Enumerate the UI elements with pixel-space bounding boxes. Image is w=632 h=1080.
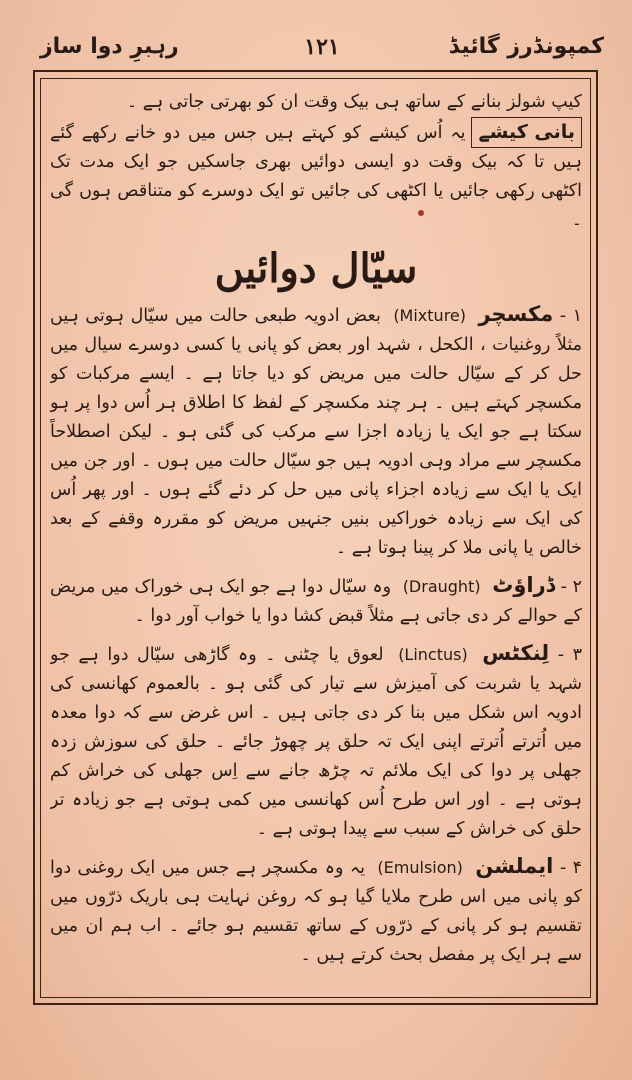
item-term: لِنکٹس	[482, 641, 550, 665]
item-text: لعوق یا چٹنی ۔ وہ گاڑھی سیّال دوا ہے جو شہد یا شربت کی آمیزش سے تیار کی گئی ہو ۔ بالعموم کھانسی کی ادویہ اس شکل میں بنا کر دی جاتی ہیں ۔ اس غرض سے کہ دوا معدہ میں اُترتے اُترتے اپنی ایک تہ حلق پر چھوڑ جائے ۔ حلق کی سوزش زدہ جھلی پر دوا کی ایک ملائم تہ چڑھ جانے سے اِس جھلی کی خراش کم ہوتی ہے ۔ اور اس طرح اُس کھانسی میں کمی ہوتی ہے جو زیادہ تر حلق کی خراش کے سبب سے پیدا ہوتی ہے ۔	[50, 645, 582, 839]
item-mixture	[50, 300, 582, 563]
item-latin-term: (Mixture)	[393, 306, 466, 325]
section-title: سیّال دوائیں	[214, 245, 418, 292]
item-term: ایملشن	[475, 854, 554, 878]
page-header	[40, 28, 604, 68]
intro-paragraph	[50, 117, 582, 235]
item-text: یہ وہ مکسچر ہے جس میں ایک روغنی دوا کو پانی میں اس طرح ملایا گیا ہو کہ روغن نہایت ہی باریک ذرّوں میں تقسیم ہو کر پانی کے ذرّوں کے ساتھ تقسیم ہو جائے ۔ اب ہم ان میں سے ہر ایک پر مفصل بحث کرتے ہیں ۔	[50, 858, 582, 965]
item-number: ۴ -	[559, 858, 582, 878]
item-linctus	[50, 639, 582, 844]
header-book-title: کمپونڈرز گائیڈ	[448, 34, 604, 59]
item-emulsion	[50, 852, 582, 970]
header-subtitle: رہبرِ دوا ساز	[40, 34, 179, 59]
intro-text: یہ اُس کیشے کو کہتے ہیں جس میں دو خانے رکھے گئے ہیں تا کہ بیک وقت دو ایسی دوائیں بھری جاسکیں جو ایک مدت تک اکٹھی رکھی جائیں یا اکٹھی کی جائیں تو ایک دوسرے کو متناقص ہوں گی ۔	[50, 123, 582, 230]
item-latin-term: (Linctus)	[398, 645, 468, 664]
item-number: ۲ -	[560, 577, 582, 597]
item-latin-term: (Emulsion)	[377, 858, 463, 877]
item-latin-term: (Draught)	[402, 577, 481, 596]
boxed-keyword: بانی کیشے	[471, 117, 582, 148]
page-number: ۱۲۱	[304, 34, 340, 60]
item-text: وہ سیّال دوا ہے جو ایک ہی خوراک میں مریض کے حوالے کر دی جاتی ہے مثلاً قبض کشا دوا یا خواب آور دوا ۔	[50, 577, 582, 626]
item-term: مکسچر	[478, 302, 554, 326]
item-number: ۳ -	[557, 645, 582, 665]
item-text: بعض ادویہ طبعی حالت میں سیّال ہوتی ہیں مثلاً روغنیات ، الکحل ، شہد اور بعض کو پانی یا کسی دوسرے سیال میں حل کر کے سیّال حالت میں مریض کو دیا جاتا ہے ۔ ایسے مرکبات کو مکسچر کہتے ہیں ۔ ہر چند مکسچر کے لفظ کا اطلاق ہر اُس دوا پر ہو سکتا ہے جو ایک یا زیادہ اجزا سے مرکب کی گئی ہو ۔ لیکن اصطلاحاً مکسچر سے مراد وہی ادویہ ہیں جو سیّال حالت میں ہوں ۔ اور جن میں ایک یا ایک سے زیادہ اجزاء پانی میں حل کر دئے گئے ہوں ۔ اور پھر اُس کی ایک سے زیادہ خوراکیں بنیں جنہیں مریض کو مقررہ وقفے کے بعد خالص یا پانی ملا کر پینا ہوتا ہے ۔	[50, 306, 582, 558]
intro-line-1: کیپ شولز بنانے کے ساتھ ہی بیک وقت ان کو بھرتی جاتی ہے ۔	[126, 92, 582, 112]
item-number: ۱ -	[559, 306, 582, 326]
item-term: ڈراؤٹ	[492, 573, 556, 597]
item-draught	[50, 571, 582, 631]
page-body	[50, 88, 582, 988]
